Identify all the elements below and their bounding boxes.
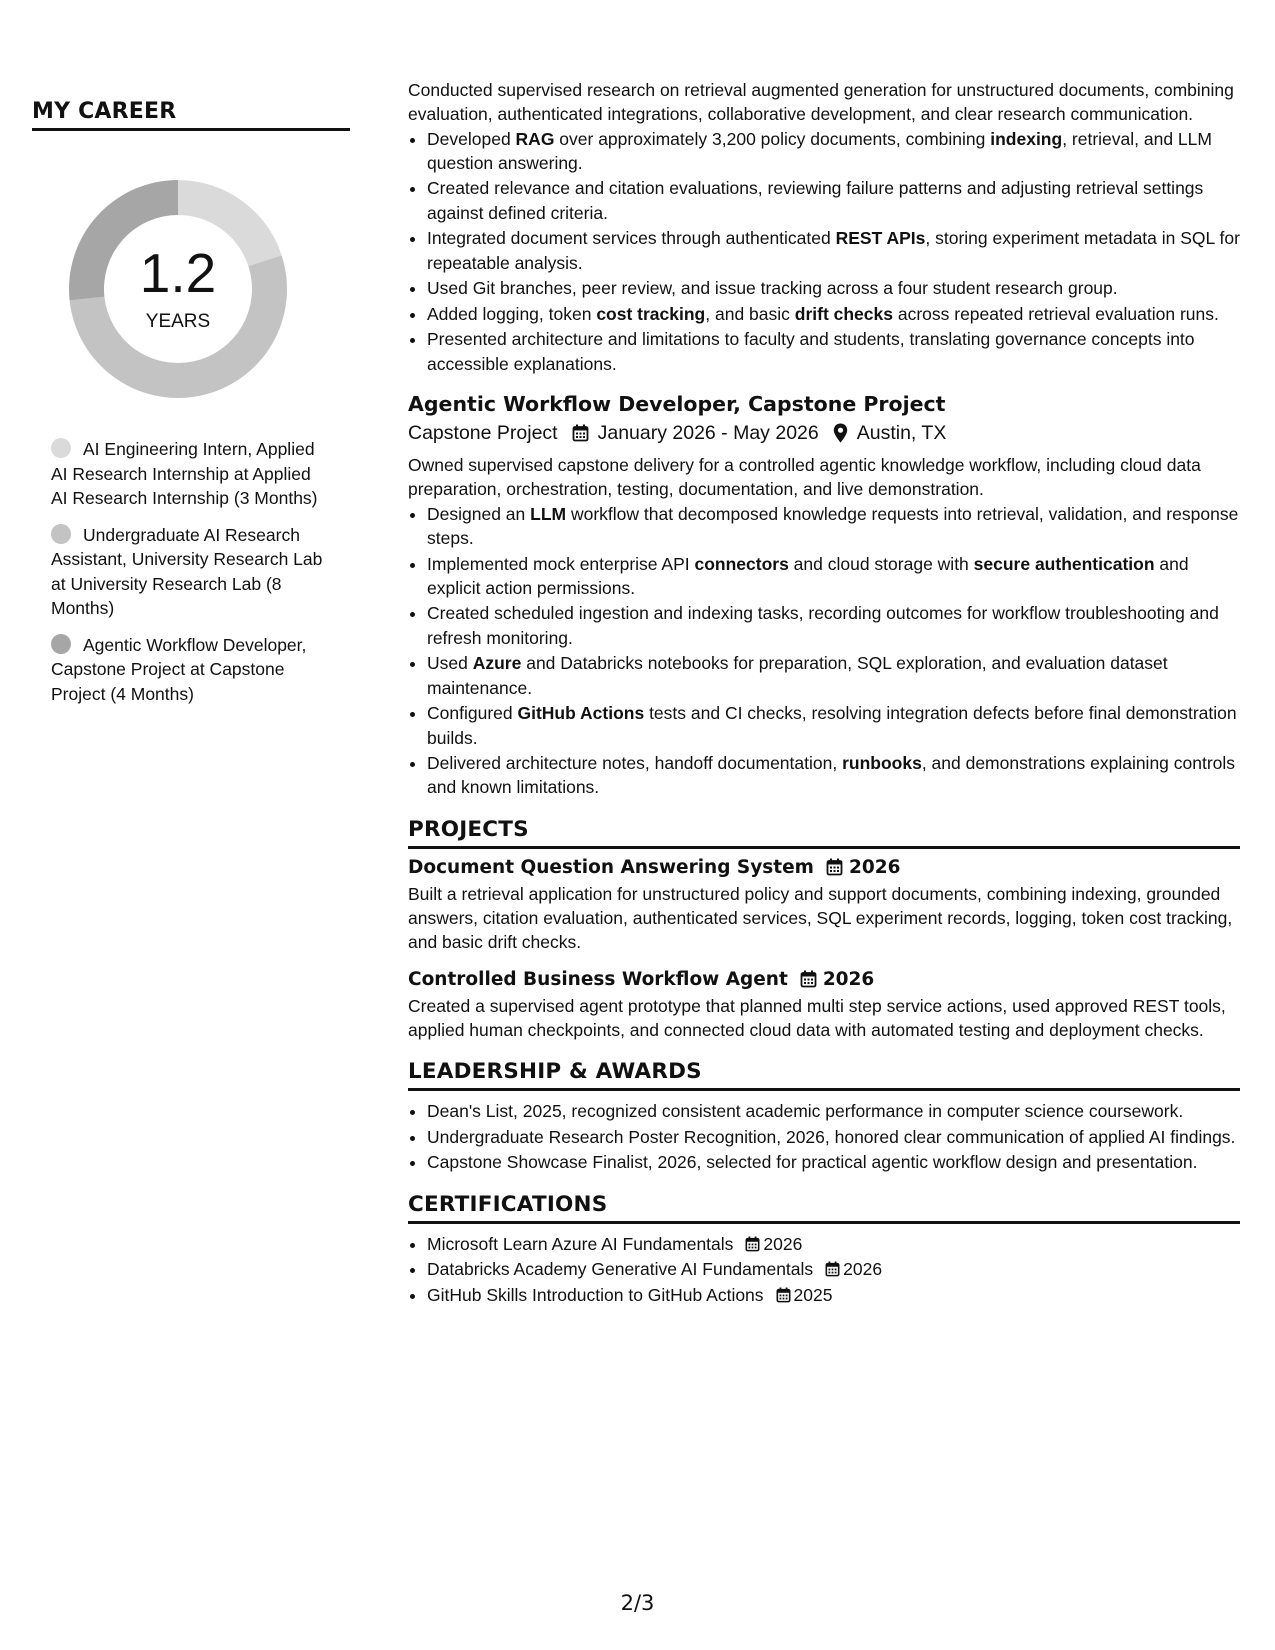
award-item: • Undergraduate Research Poster Recognition, 2026, honored clear communication of applied AI findings.	[427, 1125, 1240, 1149]
award-item: • Capstone Showcase Finalist, 2026, selected for practical agentic workflow design and presentation.	[427, 1150, 1240, 1174]
project-title-row	[408, 969, 1240, 990]
research-bullets	[408, 127, 1240, 376]
project-item	[408, 857, 1240, 955]
career-heading: MY CAREER	[32, 99, 350, 131]
awards-section	[408, 1059, 1240, 1174]
project-item	[408, 969, 1240, 1043]
capstone-summary: Owned supervised capstone delivery for a controlled agentic knowledge workflow, including cloud data preparation, orchestration, testing, documentation, and live demonstration.	[408, 455, 1201, 500]
total-years-value: 1.2	[139, 242, 217, 304]
bullet-item: • Designed an LLM workflow that decomposed knowledge requests into retrieval, validation, and response steps.	[427, 502, 1240, 551]
awards-heading: LEADERSHIP & AWARDS	[408, 1059, 1240, 1091]
certification-item	[427, 1283, 1240, 1307]
certifications-heading: CERTIFICATIONS	[408, 1192, 1240, 1224]
role-title: Agentic Workflow Developer, Capstone Project	[408, 392, 946, 417]
role-org: Capstone Project	[408, 422, 558, 445]
bullet-item: • Presented architecture and limitations to faculty and students, translating governance concepts into accessible explanations.	[427, 327, 1240, 376]
bullet-item: • Implemented mock enterprise API connectors and cloud storage with secure authentication and explicit action permissions.	[427, 552, 1240, 601]
bullet-item: • Created relevance and citation evaluations, reviewing failure patterns and adjusting retrieval settings against defined criteria.	[427, 176, 1240, 225]
career-donut-chart	[67, 178, 289, 400]
certifications-list	[408, 1232, 1240, 1307]
calendar-icon	[745, 1236, 760, 1252]
awards-list	[408, 1099, 1240, 1174]
certification-year: 2026	[843, 1259, 883, 1280]
calendar-icon	[826, 858, 843, 876]
project-title-row	[408, 857, 1240, 878]
bullet-item: • Created scheduled ingestion and indexing tasks, recording outcomes for workflow troubleshooting and refresh monitoring.	[427, 601, 1240, 650]
calendar-icon	[800, 970, 817, 988]
legend-item	[51, 633, 331, 707]
calendar-icon	[776, 1287, 791, 1303]
role-meta	[408, 420, 1240, 446]
bullet-item: • Integrated document services through authenticated REST APIs, storing experiment metadata in SQL for repeatable analysis.	[427, 226, 1240, 275]
main-content	[408, 78, 1240, 1308]
bullet-item: • Configured GitHub Actions tests and CI checks, resolving integration defects before final demonstration builds.	[427, 701, 1240, 750]
legend-dot	[51, 634, 71, 654]
project-title: Controlled Business Workflow Agent	[408, 968, 788, 990]
project-title: Document Question Answering System	[408, 856, 814, 878]
project-description: Created a supervised agent prototype that planned multi step service actions, used approved REST tools, applied human checkpoints, and connected cloud data with automated testing and deployment checks.	[408, 995, 1226, 1040]
location-pin-icon	[833, 423, 848, 443]
calendar-icon	[825, 1261, 840, 1277]
career-legend	[51, 437, 331, 718]
projects-section	[408, 817, 1240, 1042]
bullet-item: • Developed RAG over approximately 3,200 policy documents, combining indexing, retrieval, and LLM question answering.	[427, 127, 1240, 176]
legend-dot	[51, 438, 71, 458]
role-location: Austin, TX	[856, 422, 947, 445]
award-item: • Dean's List, 2025, recognized consistent academic performance in computer science coursework.	[427, 1099, 1240, 1123]
certification-item	[427, 1257, 1240, 1281]
role-dates: January 2026 - May 2026	[597, 422, 819, 445]
calendar-icon	[572, 424, 589, 442]
page-number: 2/3	[620, 1591, 655, 1615]
project-year: 2026	[822, 968, 875, 990]
certification-item	[427, 1232, 1240, 1256]
bullet-item: • Used Git branches, peer review, and issue tracking across a four student research group.	[427, 276, 1240, 300]
total-years-unit: YEARS	[145, 311, 211, 332]
legend-dot	[51, 524, 71, 544]
legend-label: Agentic Workflow Developer, Capstone Project at Capstone Project (4 Months)	[51, 634, 307, 704]
bullet-item: • Added logging, token cost tracking, and basic drift checks across repeated retrieval evaluation runs.	[427, 302, 1240, 326]
bullet-item: • Delivered architecture notes, handoff documentation, runbooks, and demonstrations explaining controls and known limitations.	[427, 751, 1240, 800]
legend-item	[51, 437, 331, 511]
certification-name: GitHub Skills Introduction to GitHub Actions	[427, 1284, 764, 1305]
certification-year: 2026	[763, 1233, 803, 1254]
research-role	[408, 78, 1240, 376]
projects-heading: PROJECTS	[408, 817, 1240, 849]
certification-name: Databricks Academy Generative AI Fundamentals	[427, 1259, 814, 1280]
project-description: Built a retrieval application for unstructured policy and support documents, combining indexing, grounded answers, citation evaluation, authenticated services, SQL experiment records, logging, token cost tracking, and basic drift checks.	[408, 883, 1233, 953]
legend-label: Undergraduate AI Research Assistant, University Research Lab at University Research Lab (8 Months)	[51, 524, 323, 618]
project-year: 2026	[848, 856, 901, 878]
legend-label: AI Engineering Intern, Applied AI Research Internship at Applied AI Research Internship (3 Months)	[51, 439, 318, 508]
legend-item	[51, 523, 331, 621]
research-summary: Conducted supervised research on retrieval augmented generation for unstructured documents, combining evaluation, authenticated integrations, collaborative development, and clear research communication.	[408, 80, 1234, 125]
certifications-section	[408, 1192, 1240, 1307]
bullet-item: • Used Azure and Databricks notebooks for preparation, SQL exploration, and evaluation dataset maintenance.	[427, 651, 1240, 700]
capstone-bullets	[408, 502, 1240, 800]
certification-name: Microsoft Learn Azure AI Fundamentals	[427, 1233, 734, 1254]
certification-year: 2025	[793, 1284, 833, 1305]
capstone-role	[408, 392, 1240, 800]
